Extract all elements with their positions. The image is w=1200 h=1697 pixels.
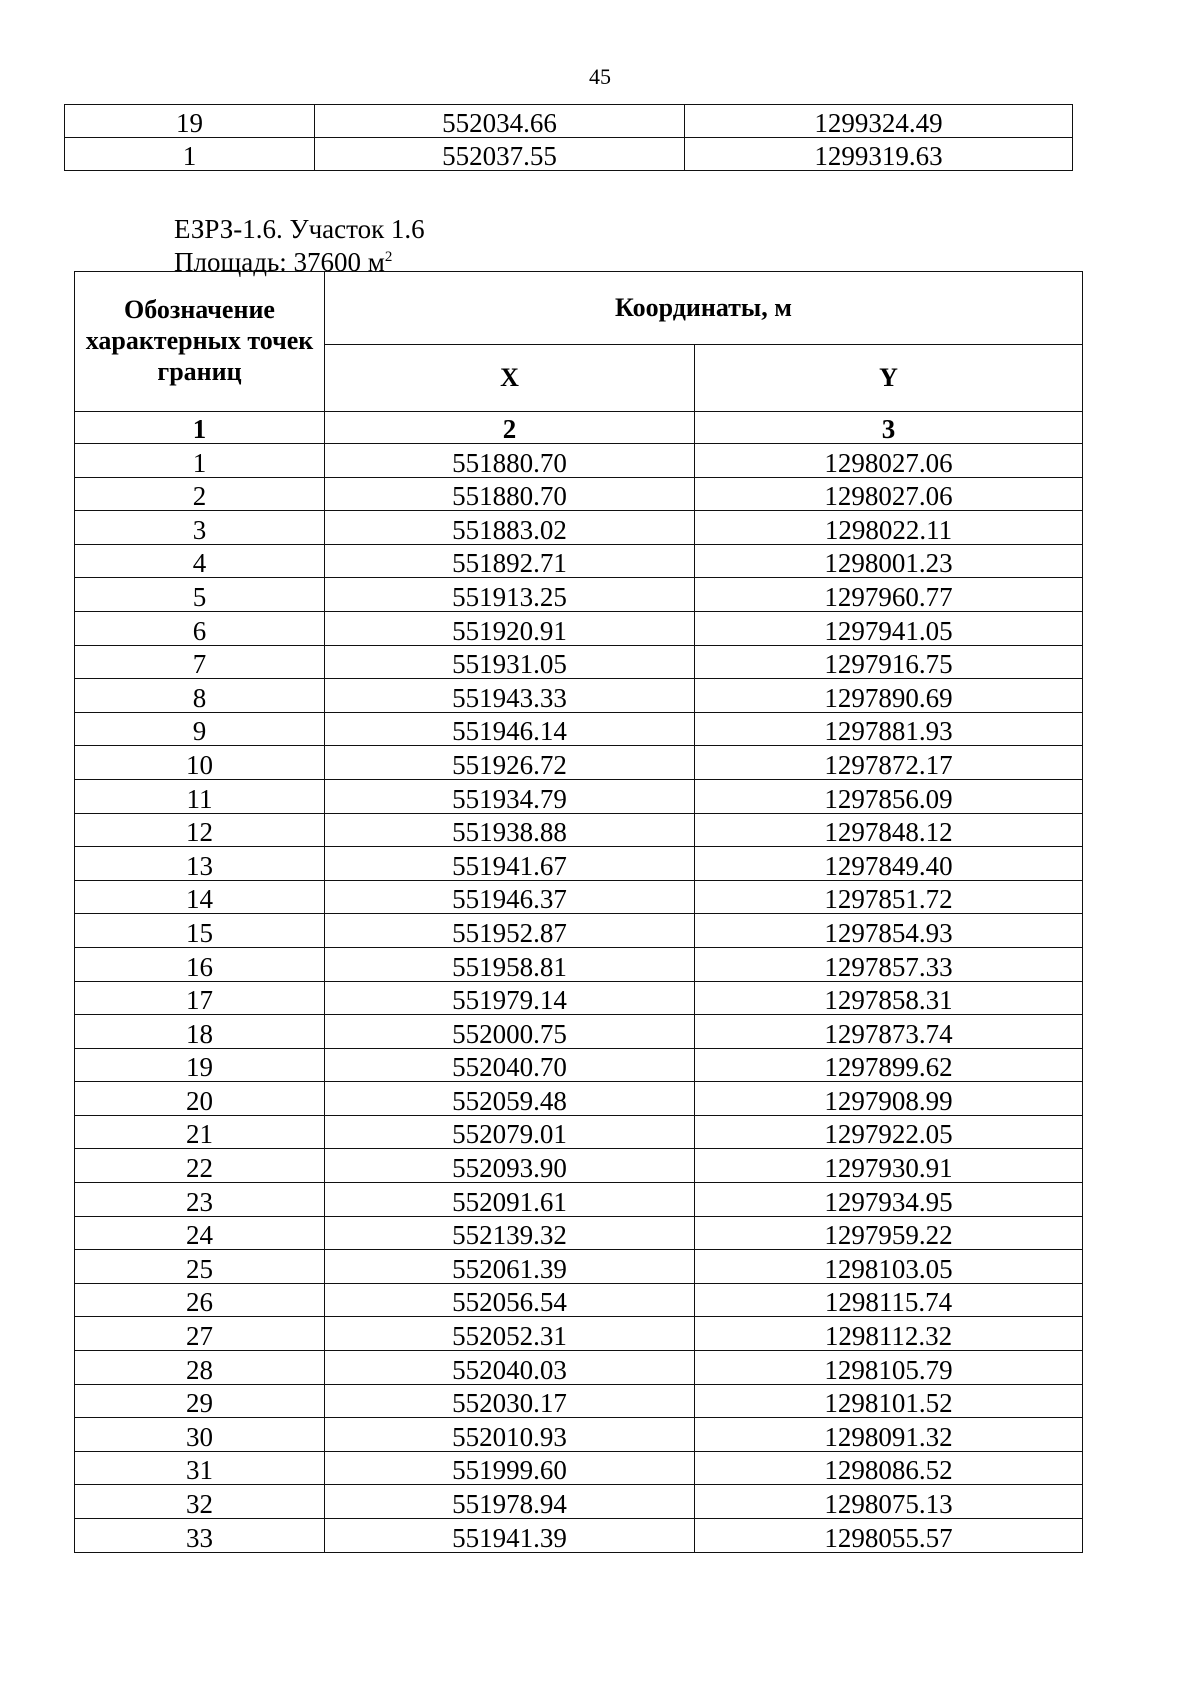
table-row <box>75 1351 1083 1385</box>
table-row <box>75 1283 1083 1317</box>
x-coordinate-cell: 551926.72 <box>325 746 695 780</box>
table-row <box>75 1317 1083 1351</box>
point-number-cell: 12 <box>75 813 325 847</box>
point-number-cell: 29 <box>75 1384 325 1418</box>
x-coordinate-cell: 552139.32 <box>325 1216 695 1250</box>
y-coordinate-cell: 1297857.33 <box>695 947 1083 981</box>
point-number-cell: 3 <box>75 511 325 545</box>
y-coordinate-cell: 1298103.05 <box>695 1250 1083 1284</box>
point-number-cell: 1 <box>65 138 315 171</box>
x-coordinate-cell: 551941.39 <box>325 1519 695 1553</box>
point-number-cell: 19 <box>65 105 315 138</box>
point-number-cell: 27 <box>75 1317 325 1351</box>
section-title: ЕЗРЗ-1.6. Участок 1.6 <box>174 214 425 244</box>
x-coordinate-cell: 552030.17 <box>325 1384 695 1418</box>
area-superscript: 2 <box>384 249 393 265</box>
point-number-cell: 9 <box>75 712 325 746</box>
y-coordinate-cell: 1297899.62 <box>695 1048 1083 1082</box>
header-points: Обозначение характерных точек границ <box>75 272 325 412</box>
y-coordinate-cell: 1298112.32 <box>695 1317 1083 1351</box>
y-coordinate-cell: 1298105.79 <box>695 1351 1083 1385</box>
point-number-cell: 24 <box>75 1216 325 1250</box>
y-coordinate-cell: 1298055.57 <box>695 1519 1083 1553</box>
y-coordinate-cell: 1299319.63 <box>685 138 1073 171</box>
table-row <box>75 679 1083 713</box>
x-coordinate-cell: 551934.79 <box>325 779 695 813</box>
point-number-cell: 30 <box>75 1418 325 1452</box>
y-coordinate-cell: 1297960.77 <box>695 578 1083 612</box>
x-coordinate-cell: 551941.67 <box>325 847 695 881</box>
y-coordinate-cell: 1298001.23 <box>695 544 1083 578</box>
x-coordinate-cell: 552091.61 <box>325 1183 695 1217</box>
table-row <box>75 1451 1083 1485</box>
table-row <box>75 746 1083 780</box>
header-y: Y <box>695 345 1083 412</box>
x-coordinate-cell: 551920.91 <box>325 611 695 645</box>
table-row <box>75 444 1083 478</box>
y-coordinate-cell: 1297851.72 <box>695 880 1083 914</box>
table-row <box>75 1250 1083 1284</box>
area-label: Площадь: 37600 м <box>174 247 385 277</box>
y-coordinate-cell: 1297858.31 <box>695 981 1083 1015</box>
y-coordinate-cell: 1297854.93 <box>695 914 1083 948</box>
table-row <box>75 914 1083 948</box>
point-number-cell: 31 <box>75 1451 325 1485</box>
table-row <box>75 1519 1083 1553</box>
x-coordinate-cell: 551952.87 <box>325 914 695 948</box>
table-row <box>75 981 1083 1015</box>
point-number-cell: 22 <box>75 1149 325 1183</box>
y-coordinate-cell: 1297916.75 <box>695 645 1083 679</box>
x-coordinate-cell: 552037.55 <box>315 138 685 171</box>
table-row <box>75 1115 1083 1149</box>
page-number: 45 <box>589 64 611 89</box>
table-row <box>75 712 1083 746</box>
x-coordinate-cell: 551943.33 <box>325 679 695 713</box>
table-row <box>75 645 1083 679</box>
x-coordinate-cell: 552000.75 <box>325 1015 695 1049</box>
x-coordinate-cell: 552052.31 <box>325 1317 695 1351</box>
point-number-cell: 25 <box>75 1250 325 1284</box>
x-coordinate-cell: 552056.54 <box>325 1283 695 1317</box>
point-number-cell: 7 <box>75 645 325 679</box>
point-number-cell: 32 <box>75 1485 325 1519</box>
table-row <box>75 611 1083 645</box>
x-coordinate-cell: 552079.01 <box>325 1115 695 1149</box>
table-row <box>75 847 1083 881</box>
point-number-cell: 21 <box>75 1115 325 1149</box>
y-coordinate-cell: 1297872.17 <box>695 746 1083 780</box>
point-number-cell: 28 <box>75 1351 325 1385</box>
y-coordinate-cell: 1297908.99 <box>695 1082 1083 1116</box>
table-row <box>75 813 1083 847</box>
x-coordinate-cell: 551978.94 <box>325 1485 695 1519</box>
table-row <box>65 138 1073 171</box>
point-number-cell: 16 <box>75 947 325 981</box>
y-coordinate-cell: 1297941.05 <box>695 611 1083 645</box>
table-row <box>75 779 1083 813</box>
point-number-cell: 1 <box>75 444 325 478</box>
y-coordinate-cell: 1297849.40 <box>695 847 1083 881</box>
y-coordinate-cell: 1297930.91 <box>695 1149 1083 1183</box>
table-row <box>75 1485 1083 1519</box>
column-number: 3 <box>695 412 1083 444</box>
x-coordinate-cell: 551880.70 <box>325 477 695 511</box>
y-coordinate-cell: 1298022.11 <box>695 511 1083 545</box>
header-row-1 <box>75 272 1083 345</box>
table-row <box>75 1015 1083 1049</box>
table-row <box>75 544 1083 578</box>
x-coordinate-cell: 551958.81 <box>325 947 695 981</box>
point-number-cell: 13 <box>75 847 325 881</box>
point-number-cell: 17 <box>75 981 325 1015</box>
point-number-cell: 10 <box>75 746 325 780</box>
table-row <box>75 477 1083 511</box>
x-coordinate-cell: 551938.88 <box>325 813 695 847</box>
y-coordinate-cell: 1297881.93 <box>695 712 1083 746</box>
point-number-cell: 2 <box>75 477 325 511</box>
x-coordinate-cell: 551979.14 <box>325 981 695 1015</box>
column-number: 2 <box>325 412 695 444</box>
y-coordinate-cell: 1297890.69 <box>695 679 1083 713</box>
x-coordinate-cell: 552059.48 <box>325 1082 695 1116</box>
point-number-cell: 5 <box>75 578 325 612</box>
x-coordinate-cell: 552061.39 <box>325 1250 695 1284</box>
header-x: X <box>325 345 695 412</box>
point-number-cell: 6 <box>75 611 325 645</box>
y-coordinate-cell: 1297959.22 <box>695 1216 1083 1250</box>
table-row <box>75 947 1083 981</box>
table-row <box>75 1082 1083 1116</box>
table-row <box>75 1418 1083 1452</box>
x-coordinate-cell: 552010.93 <box>325 1418 695 1452</box>
table-row <box>75 1183 1083 1217</box>
x-coordinate-cell: 551880.70 <box>325 444 695 478</box>
y-coordinate-cell: 1298075.13 <box>695 1485 1083 1519</box>
x-coordinate-cell: 551931.05 <box>325 645 695 679</box>
point-number-cell: 11 <box>75 779 325 813</box>
point-number-cell: 33 <box>75 1519 325 1553</box>
column-number: 1 <box>75 412 325 444</box>
previous-coordinates-table <box>64 104 1073 171</box>
coordinates-table <box>74 271 1083 1553</box>
column-numbers-row <box>75 412 1083 444</box>
header-coordinates: Координаты, м <box>325 272 1083 345</box>
section-heading <box>174 213 425 279</box>
table-row <box>75 511 1083 545</box>
table-row <box>65 105 1073 138</box>
y-coordinate-cell: 1298091.32 <box>695 1418 1083 1452</box>
x-coordinate-cell: 551913.25 <box>325 578 695 612</box>
y-coordinate-cell: 1299324.49 <box>685 105 1073 138</box>
point-number-cell: 18 <box>75 1015 325 1049</box>
y-coordinate-cell: 1298027.06 <box>695 477 1083 511</box>
x-coordinate-cell: 551883.02 <box>325 511 695 545</box>
x-coordinate-cell: 551999.60 <box>325 1451 695 1485</box>
x-coordinate-cell: 551946.37 <box>325 880 695 914</box>
y-coordinate-cell: 1298101.52 <box>695 1384 1083 1418</box>
y-coordinate-cell: 1297934.95 <box>695 1183 1083 1217</box>
x-coordinate-cell: 551946.14 <box>325 712 695 746</box>
point-number-cell: 4 <box>75 544 325 578</box>
coordinates-table-body <box>75 444 1083 1553</box>
point-number-cell: 15 <box>75 914 325 948</box>
coordinates-table-header <box>75 272 1083 444</box>
table-row <box>75 1384 1083 1418</box>
x-coordinate-cell: 552040.03 <box>325 1351 695 1385</box>
y-coordinate-cell: 1297856.09 <box>695 779 1083 813</box>
y-coordinate-cell: 1298086.52 <box>695 1451 1083 1485</box>
x-coordinate-cell: 552034.66 <box>315 105 685 138</box>
point-number-cell: 19 <box>75 1048 325 1082</box>
x-coordinate-cell: 551892.71 <box>325 544 695 578</box>
point-number-cell: 8 <box>75 679 325 713</box>
point-number-cell: 26 <box>75 1283 325 1317</box>
point-number-cell: 23 <box>75 1183 325 1217</box>
table-row <box>75 880 1083 914</box>
y-coordinate-cell: 1297848.12 <box>695 813 1083 847</box>
y-coordinate-cell: 1298027.06 <box>695 444 1083 478</box>
y-coordinate-cell: 1297873.74 <box>695 1015 1083 1049</box>
previous-table-body <box>65 105 1073 171</box>
table-row <box>75 1149 1083 1183</box>
table-row <box>75 1216 1083 1250</box>
point-number-cell: 20 <box>75 1082 325 1116</box>
table-row <box>75 1048 1083 1082</box>
y-coordinate-cell: 1298115.74 <box>695 1283 1083 1317</box>
table-row <box>75 578 1083 612</box>
x-coordinate-cell: 552093.90 <box>325 1149 695 1183</box>
x-coordinate-cell: 552040.70 <box>325 1048 695 1082</box>
y-coordinate-cell: 1297922.05 <box>695 1115 1083 1149</box>
point-number-cell: 14 <box>75 880 325 914</box>
